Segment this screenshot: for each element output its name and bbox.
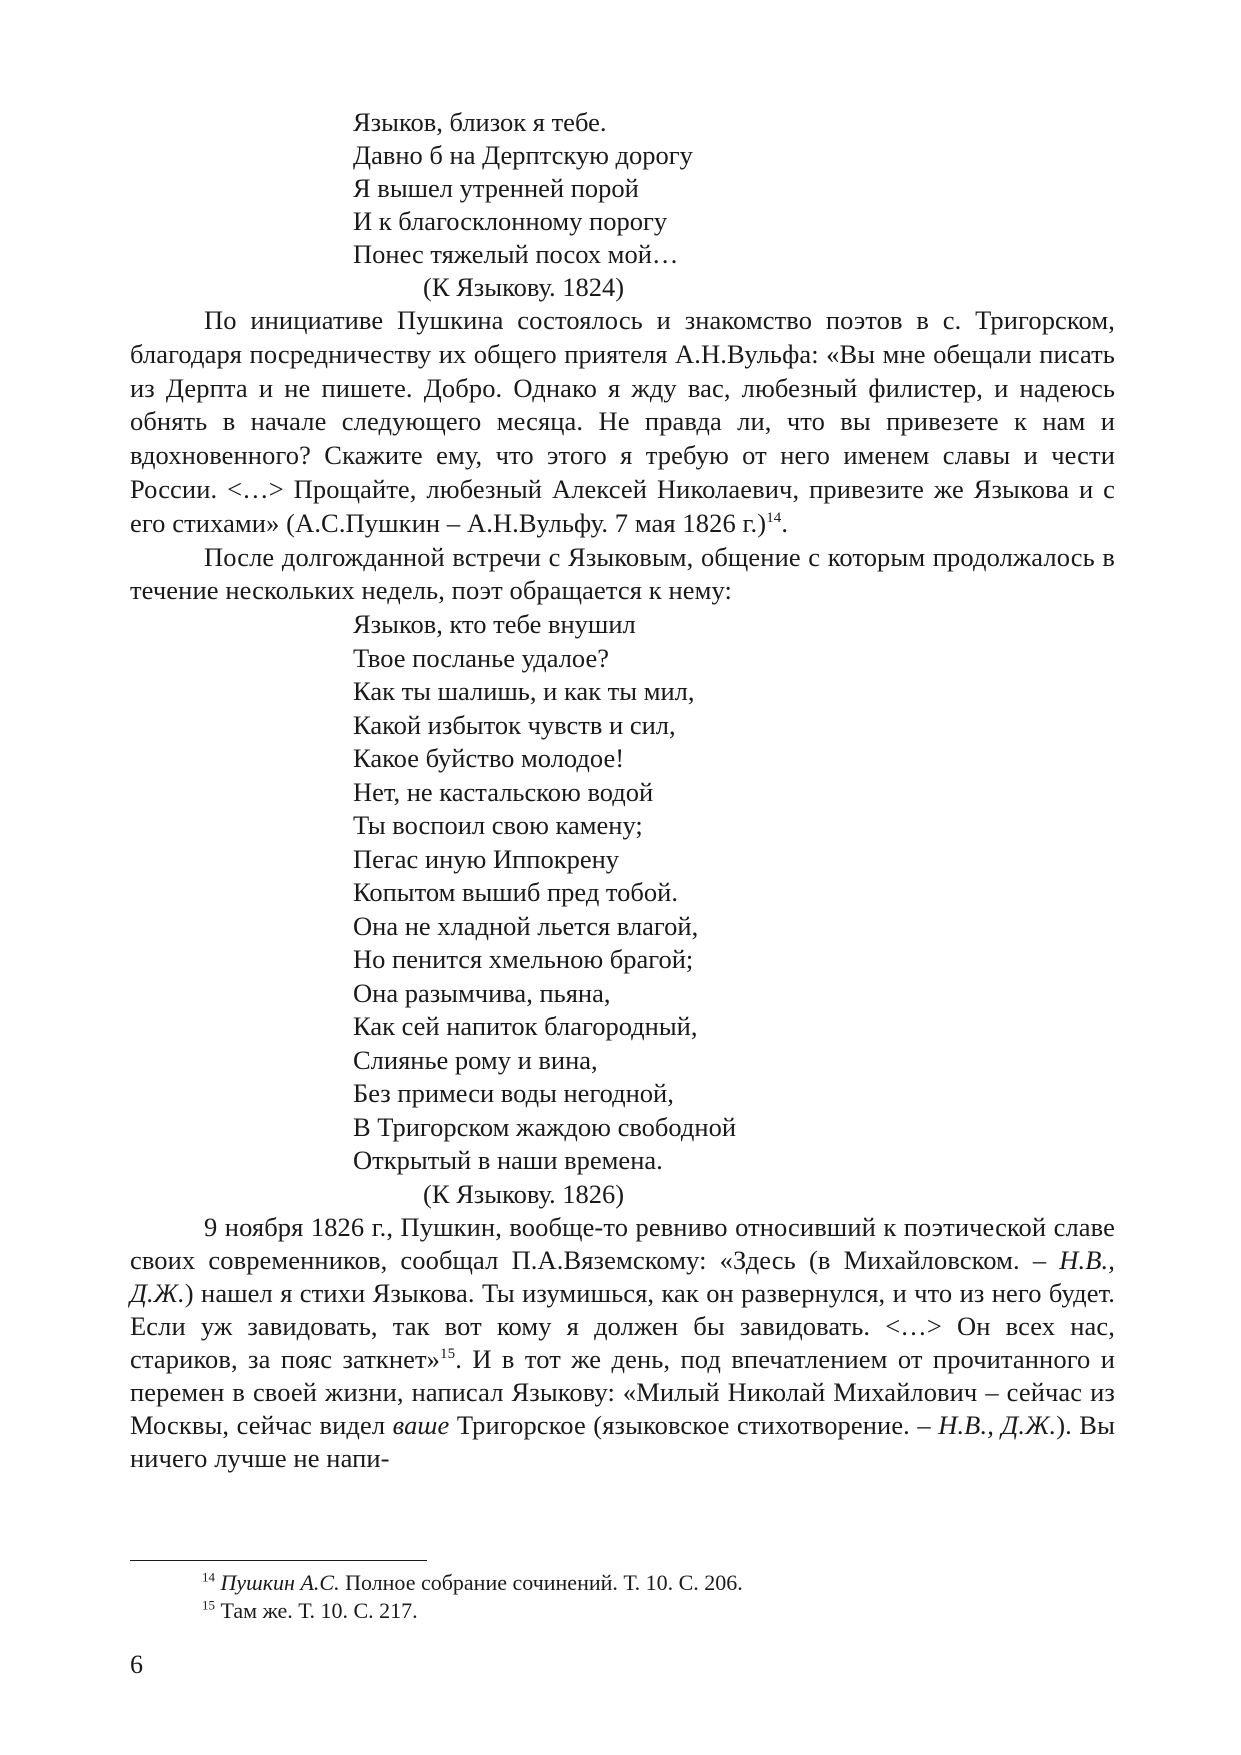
verse-line: Твое посланье удалое? [353, 642, 610, 673]
footnote-author: Пушкин А.С. [220, 1570, 340, 1595]
page-number: 6 [130, 1650, 143, 1679]
verse-line: Слиянье рому и вина, [353, 1044, 598, 1075]
verse-line: Пегас иную Иппокрену [353, 843, 620, 874]
verse-line: Какой избыток чувств и сил, [353, 709, 676, 740]
verse-line: Нет, не кастальскою водой [353, 776, 654, 807]
footnote-ref[interactable]: 15 [440, 1346, 456, 1363]
footnote-15 [202, 1597, 743, 1625]
verse-line: В Тригорском жаждою свободной [353, 1111, 736, 1142]
footnote-text: Там же. Т. 10. С. 217. [220, 1598, 418, 1623]
footnote-number: 15 [202, 1597, 215, 1613]
verse-source: (К Языкову. 1826) [423, 1178, 625, 1209]
footnote-separator [130, 1560, 427, 1561]
verse-1824 [130, 106, 1115, 304]
paragraph-2 [130, 541, 1115, 609]
paragraph-text: ). Вы ничего лучше не напи- [130, 1410, 1115, 1474]
footnote-text: Полное собрание сочинений. Т. 10. С. 206. [339, 1570, 743, 1595]
verse-line: Открытый в наши времена. [353, 1145, 663, 1176]
verse-1826 [130, 608, 1115, 1211]
verse-line: Но пенится хмельною брагой; [353, 944, 694, 975]
paragraph-text: После долгожданной встречи с Языковым, общение с которым продолжалось в течение нескольких недель, поэт обращается к нему: [130, 541, 1115, 606]
emphasis: ваше [392, 1410, 450, 1441]
verse-line: Она разымчива, пьяна, [353, 977, 611, 1008]
editor-initials: Н.В., Д.Ж. [130, 1245, 1115, 1309]
verse-line: Какое буйство молодое! [353, 743, 625, 774]
verse-line: Она не хладной льется влагой, [353, 910, 699, 941]
main-text [130, 106, 1115, 1475]
paragraph-3 [130, 1211, 1115, 1475]
verse-line: Как ты шалишь, и как ты мил, [353, 676, 695, 707]
verse-line: Без примеси воды негодной, [353, 1078, 674, 1109]
verse-line: Давно б на Дерптскую дорогу [353, 140, 693, 170]
paragraph-text: Тригорское (языковское стихотворение. – [449, 1410, 939, 1441]
footnotes [202, 1569, 743, 1625]
paragraph-text: . И в тот же день, под впечатлением от прочитанного и перемен в своей жизни, написал Языкову: «Милый Николай Михайлович – сейчас из Москвы, сейчас видел [130, 1344, 1115, 1441]
paragraph-text: ) нашел я стихи Языкова. Ты изумишься, как он развернулся, и что из него будет. Если уж завидовать, так вот кому я должен бы завидовать. <…> Он всех нас, стариков, за пояс заткнет» [130, 1278, 1115, 1375]
editor-initials: Н.В., Д.Ж. [938, 1410, 1057, 1441]
verse-line: Как сей напиток благородный, [353, 1011, 698, 1042]
verse-line: Языков, кто тебе внушил [353, 609, 636, 640]
footnote-14 [202, 1569, 743, 1597]
verse-line: Я вышел утренней порой [353, 173, 639, 203]
verse-line: Ты воспоил свою камену; [353, 810, 643, 841]
verse-line: Языков, близок я тебе. [353, 107, 607, 137]
verse-line: Копытом вышиб пред тобой. [353, 877, 678, 908]
footnote-ref[interactable]: 14 [766, 509, 782, 526]
paragraph-1 [130, 304, 1115, 541]
paragraph-end: . [781, 507, 789, 538]
verse-line: И к благосклонному порогу [353, 206, 668, 236]
paragraph-text: По инициативе Пушкина состоялось и знакомство поэтов в с. Тригорском, благодаря посредничеству их общего приятеля А.Н.Вульфа: «Вы мне обещали писать из Дерпта и не пишете. Добро. Однако я жду вас, любезный филистер, и надеюсь обнять в начале следующего месяца. Не правда ли, что вы привезете к нам и вдохновенного? Скажите ему, что этого я требую от него именем славы и чести России. <…> Прощайте, любезный Алексей Николаевич, привезите же Языкова и с его стихами» (А.С.Пушкин – А.Н.Вульфу. 7 мая 1826 г.) [130, 305, 1115, 538]
footnote-number: 14 [202, 1569, 215, 1585]
paragraph-text: 9 ноября 1826 г., Пушкин, вообще-то ревниво относивший к поэтической славе своих современников, сообщал П.А.Вяземскому: «Здесь (в Михайловском. – [130, 1212, 1115, 1276]
verse-source: (К Языкову. 1824) [423, 272, 625, 302]
verse-line: Понес тяжелый посох мой… [353, 239, 679, 269]
